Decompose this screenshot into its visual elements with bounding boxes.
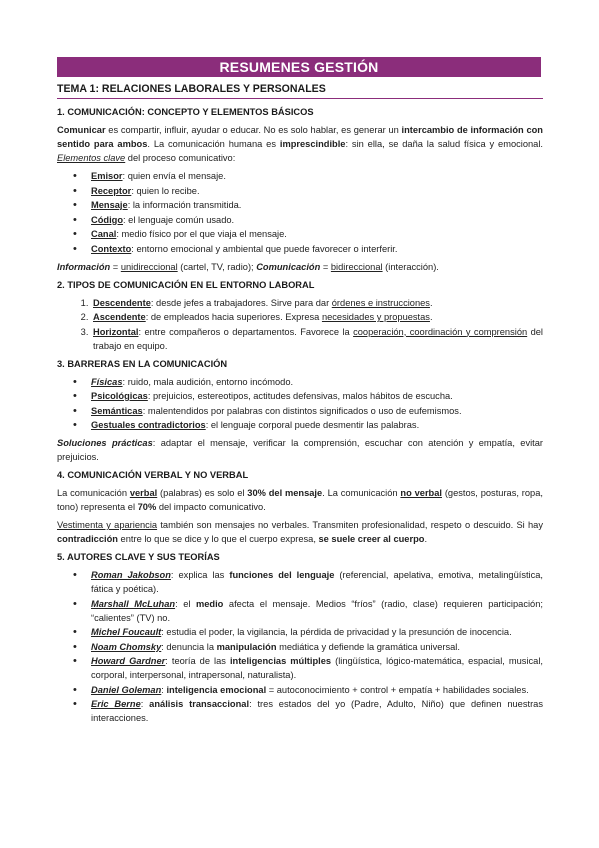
list-text: : bbox=[140, 699, 150, 709]
list-text: : bbox=[161, 684, 167, 695]
section-3-heading: 3. BARRERAS EN LA COMUNICACIÓN bbox=[57, 358, 228, 369]
list-term: Emisor bbox=[91, 171, 123, 181]
list-item bbox=[91, 683, 543, 697]
list-term: Código bbox=[91, 214, 124, 225]
list-text: : de empleados hacia superiores. Expresa bbox=[145, 312, 322, 322]
section-4-heading: 4. COMUNICACIÓN VERBAL Y NO VERBAL bbox=[57, 470, 249, 480]
author-name: Howard Gardner bbox=[91, 656, 166, 666]
list-term: Ascendente bbox=[93, 312, 146, 322]
list-text: : teoría de las bbox=[165, 656, 230, 666]
list-text: : el bbox=[175, 598, 196, 609]
list-text: : desde jefes a trabajadores. Sirve para dar bbox=[150, 297, 332, 308]
list-text: : malentendidos por palabras con distintos significados o uso de eufemismos. bbox=[142, 405, 462, 416]
barriers-list bbox=[57, 375, 543, 433]
list-text: . bbox=[429, 297, 433, 308]
list-item bbox=[91, 296, 543, 310]
list-text: inteligencia emocional bbox=[166, 684, 267, 695]
text-run: . La comunicación bbox=[322, 488, 401, 498]
text-run: se suele creer al cuerpo bbox=[318, 534, 425, 544]
list-item bbox=[91, 697, 543, 725]
text-run: (gestos, posturas, ropa, tono) representa el bbox=[57, 488, 543, 512]
text-run: imprescindible bbox=[279, 139, 346, 149]
list-text: : quien envía el mensaje. bbox=[122, 171, 226, 181]
list-term: Físicas bbox=[91, 376, 123, 387]
practical-solutions bbox=[57, 436, 543, 464]
text-run: = bbox=[110, 261, 121, 272]
list-item bbox=[91, 418, 543, 432]
list-text: : denuncia la bbox=[161, 641, 217, 652]
list-text: : la información transmitida. bbox=[127, 200, 242, 210]
list-item bbox=[91, 375, 543, 389]
text-run: bidireccional bbox=[330, 261, 383, 272]
list-item bbox=[91, 625, 543, 639]
text-run: Vestimenta y apariencia bbox=[57, 520, 158, 530]
author-name: Marshall McLuhan bbox=[91, 598, 176, 609]
text-run: . La comunicación humana es bbox=[147, 139, 280, 149]
list-item bbox=[91, 654, 543, 682]
list-text: . bbox=[429, 312, 433, 322]
author-name: Daniel Goleman bbox=[91, 684, 162, 695]
text-run: es compartir, influir, ayudar o educar. No es solo hablar, es generar un bbox=[105, 125, 402, 135]
list-term: Canal bbox=[91, 229, 117, 239]
text-run: La comunicación bbox=[57, 488, 130, 498]
list-term: Gestuales contradictorios bbox=[91, 420, 206, 430]
text-run: Elementos clave bbox=[57, 153, 126, 163]
list-text: manipulación bbox=[216, 641, 277, 652]
list-text: : quien lo recibe. bbox=[131, 185, 200, 196]
theme-title: TEMA 1: RELACIONES LABORALES Y PERSONALES bbox=[57, 82, 543, 99]
text-run: del proceso comunicativo: bbox=[125, 153, 236, 163]
list-item bbox=[91, 169, 543, 183]
section-2-heading: 2. TIPOS DE COMUNICACIÓN EN EL ENTORNO LABORAL bbox=[57, 279, 315, 290]
text-run: . bbox=[424, 534, 428, 544]
text-run: Comunicar bbox=[57, 125, 106, 135]
list-text: : el lenguaje común usado. bbox=[123, 214, 235, 225]
list-text: medio bbox=[195, 598, 224, 609]
text-run: = bbox=[320, 261, 331, 272]
list-text: funciones del lenguaje bbox=[229, 570, 335, 580]
list-text: = autoconocimiento + control + empatía + habilidades sociales. bbox=[266, 684, 529, 695]
list-item bbox=[91, 310, 543, 324]
authors-list bbox=[57, 568, 543, 725]
list-text: (lingüística, lógico-matemática, espacial, musical, corporal, interpersonal, intrapersonal, naturalista). bbox=[91, 656, 543, 680]
text-run: (cartel, TV, radio); bbox=[177, 261, 257, 272]
text-run: entre lo que se dice y lo que el cuerpo expresa, bbox=[117, 534, 319, 544]
list-item bbox=[91, 404, 543, 418]
text-run: Comunicación bbox=[256, 261, 321, 272]
list-text: : explica las bbox=[170, 570, 230, 580]
list-text: : estudia el poder, la vigilancia, la pérdida de privacidad y la presunción de inocencia. bbox=[161, 627, 512, 637]
text-run: : adaptar el mensaje, verificar la comprensión, escuchar con atención y empatía, evitar prejuicios. bbox=[57, 438, 544, 462]
text-run: verbal bbox=[129, 488, 158, 498]
list-item bbox=[91, 389, 543, 403]
list-text: (referencial, apelativa, emotiva, metalingüística, fática y poética). bbox=[91, 570, 544, 594]
list-term: Psicológicas bbox=[91, 391, 148, 401]
list-text: del trabajo en equipo. bbox=[93, 326, 543, 351]
text-run: no verbal bbox=[400, 488, 442, 498]
list-term: Horizontal bbox=[93, 326, 139, 337]
list-text: : tres estados del yo (Padre, Adulto, Niño) que definen nuestras interacciones. bbox=[91, 699, 543, 723]
text-run: unidireccional bbox=[120, 261, 178, 272]
text-run: 70% bbox=[137, 502, 157, 512]
section-1-paragraph bbox=[57, 123, 543, 165]
list-text: : entorno emocional y ambiental que puede favorecer o interferir. bbox=[131, 243, 398, 254]
list-item bbox=[91, 568, 543, 596]
list-text: mediática y defiende la gramática universal. bbox=[276, 641, 460, 652]
list-term: Receptor bbox=[91, 185, 132, 196]
list-item bbox=[91, 640, 543, 654]
section-1-heading: 1. COMUNICACIÓN: CONCEPTO Y ELEMENTOS BÁSICOS bbox=[57, 107, 314, 117]
list-item bbox=[91, 325, 543, 353]
text-run: también son mensajes no verbales. Transmiten profesionalidad, respeto o descuido. Si hay bbox=[157, 520, 543, 530]
text-run: del impacto comunicativo. bbox=[156, 502, 266, 512]
list-text: : prejuicios, estereotipos, actitudes defensivas, malos hábitos de escucha. bbox=[147, 391, 453, 401]
list-item bbox=[91, 198, 543, 212]
appearance-paragraph bbox=[57, 518, 543, 546]
elements-list bbox=[57, 169, 543, 256]
author-name: Eric Berne bbox=[91, 699, 141, 709]
list-term: Contexto bbox=[91, 243, 132, 254]
text-run: Información bbox=[57, 261, 111, 272]
list-term: Mensaje bbox=[91, 200, 128, 210]
list-text: : el lenguaje corporal puede desmentir las palabras. bbox=[205, 420, 420, 430]
document-body bbox=[57, 82, 543, 729]
text-run: contradicción bbox=[57, 534, 118, 544]
list-text: : medio físico por el que viaja el mensaje. bbox=[116, 229, 287, 239]
list-term: Descendente bbox=[93, 297, 151, 308]
list-text: : entre compañeros o departamentos. Favorece la bbox=[138, 326, 354, 337]
list-text: necesidades y propuestas bbox=[321, 312, 430, 322]
info-vs-communication bbox=[57, 260, 543, 274]
text-run: 30% del mensaje bbox=[247, 488, 323, 498]
text-run: : sin ella, se daña la salud física y emocional. bbox=[345, 139, 543, 149]
list-item bbox=[91, 597, 543, 625]
text-run: intercambio de información con sentido para ambos bbox=[57, 125, 543, 149]
text-run: Soluciones prácticas bbox=[57, 438, 153, 448]
list-item bbox=[91, 242, 543, 256]
author-name: Roman Jakobson bbox=[91, 570, 171, 580]
list-text: análisis transaccional bbox=[149, 699, 250, 709]
list-item bbox=[91, 227, 543, 241]
communication-types-list bbox=[57, 296, 543, 353]
list-term: Semánticas bbox=[91, 405, 143, 416]
list-item bbox=[91, 213, 543, 227]
list-text: órdenes e instrucciones bbox=[331, 297, 430, 308]
author-name: Noam Chomsky bbox=[91, 641, 162, 652]
document-title-banner: RESUMENES GESTIÓN bbox=[57, 57, 541, 77]
author-name: Michel Foucault bbox=[91, 627, 162, 637]
list-text: afecta el mensaje. Medios “fríos” (radio, clase) requieren participación; “calientes” (TV) no. bbox=[91, 598, 543, 623]
list-item bbox=[91, 184, 543, 198]
verbal-nonverbal-paragraph bbox=[57, 486, 543, 514]
text-run: (interacción). bbox=[382, 261, 439, 272]
list-text: inteligencias múltiples bbox=[229, 656, 332, 666]
list-text: : ruido, mala audición, entorno incómodo. bbox=[122, 376, 294, 387]
section-5-heading: 5. AUTORES CLAVE Y SUS TEORÍAS bbox=[57, 552, 220, 562]
text-run: (palabras) es solo el bbox=[157, 488, 248, 498]
list-text: cooperación, coordinación y comprensión bbox=[353, 326, 528, 337]
